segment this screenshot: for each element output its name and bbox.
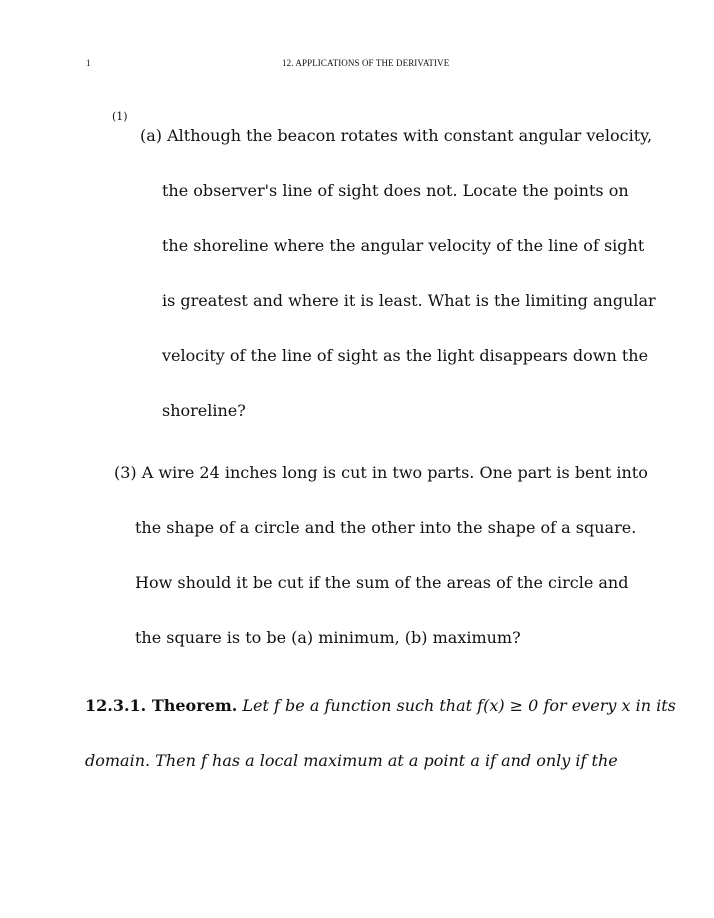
problem-1-marker: (1) xyxy=(112,110,128,123)
problem-1-line-6: shoreline? xyxy=(162,401,246,420)
theorem-line-2: domain. Then f has a local maximum at a point a if and only if the xyxy=(85,751,618,770)
page-number: 1 xyxy=(86,58,91,68)
theorem-statement-start: Let f be a function such that f(x) ≥ 0 for every x in its xyxy=(242,696,676,715)
theorem-line-1 xyxy=(85,696,676,716)
problem-1-line-1: (a) Although the beacon rotates with constant angular velocity, xyxy=(140,126,653,145)
problem-3-line-1: (3) A wire 24 inches long is cut in two parts. One part is bent into xyxy=(114,463,648,482)
problem-1-line-3: the shoreline where the angular velocity of the line of sight xyxy=(162,236,645,255)
problem-1-line-4: is greatest and where it is least. What is the limiting angular xyxy=(162,291,656,310)
problem-1-line-2: the observer's line of sight does not. Locate the points on xyxy=(162,181,629,200)
problem-3-line-4: the square is to be (a) minimum, (b) maximum? xyxy=(135,628,521,647)
theorem-label: 12.3.1. Theorem. xyxy=(85,696,238,715)
problem-1-line-5: velocity of the line of sight as the light disappears down the xyxy=(162,346,649,365)
running-header-title: 12. APPLICATIONS OF THE DERIVATIVE xyxy=(282,58,450,68)
problem-3-line-3: How should it be cut if the sum of the areas of the circle and xyxy=(135,573,629,592)
problem-3-line-2: the shape of a circle and the other into the shape of a square. xyxy=(135,518,637,537)
